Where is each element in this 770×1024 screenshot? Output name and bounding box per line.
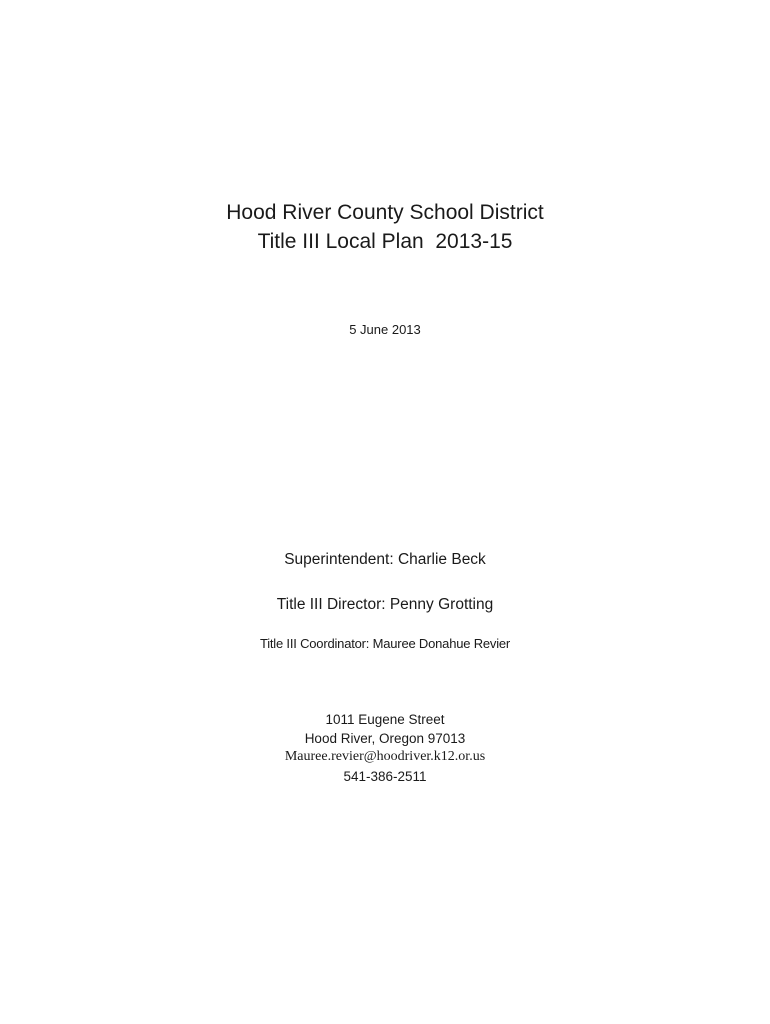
document-title-plan: Title III Local Plan 2013-15 bbox=[257, 230, 513, 253]
document-date: 5 June 2013 bbox=[349, 322, 421, 337]
superintendent-line: Superintendent: Charlie Beck bbox=[284, 551, 486, 568]
document-title-district: Hood River County School District bbox=[226, 201, 544, 224]
contact-email: Mauree.revier@hoodriver.k12.or.us bbox=[284, 749, 486, 764]
contact-phone: 541-386-2511 bbox=[343, 769, 427, 784]
address-city-state-zip: Hood River, Oregon 97013 bbox=[304, 731, 466, 746]
director-line: Title III Director: Penny Grotting bbox=[276, 596, 494, 613]
coordinator-line: Title III Coordinator: Mauree Donahue Revier bbox=[259, 636, 511, 651]
address-street: 1011 Eugene Street bbox=[325, 712, 445, 727]
